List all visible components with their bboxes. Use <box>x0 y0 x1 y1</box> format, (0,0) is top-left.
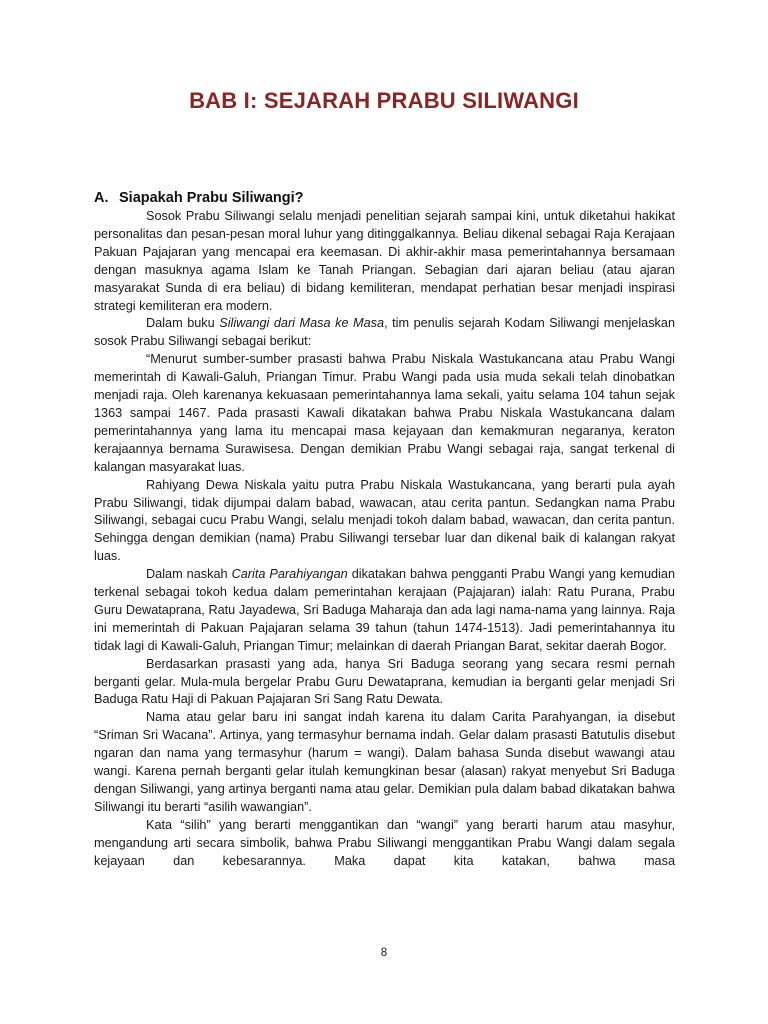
paragraph-5-text-start: Dalam naskah <box>146 567 232 582</box>
manuscript-title: Carita Parahiyangan <box>231 567 348 582</box>
section-heading <box>94 190 304 206</box>
section-title: Siapakah Prabu Siliwangi? <box>119 190 304 206</box>
page-number: 8 <box>380 947 388 959</box>
paragraph-4: Rahiyang Dewa Niskala yaitu putra Prabu Niskala Wastukancana, yang berarti pula ayah Prabu Siliwangi, tidak dijumpai dalam babad, wawacan, atau cerita pantun. Sedangkan nama Prabu Siliwangi, sebagai cucu Prabu Wangi, selalu menjadi tokoh dalam babad, wawacan, dan cerita pantun. Sehingga dengan demikian (nama) Prabu Siliwangi tersebar luar dan dikenal baik di kalangan rakyat luas. <box>94 477 675 564</box>
paragraph-5 <box>94 566 675 656</box>
paragraph-5-text-end: dikatakan bahwa pengganti Prabu Wangi yang kemudian terkenal sebagai tokoh kedua dalam pemerintahan kerajaan (Pajajaran) ialah: Ratu Purana, Prabu Guru Dewataprana, Ratu Jayadewa, Sri Baduga Maharaja dan ada lagi nama-nama yang lainnya. Raja ini memerintah di Pakuan Pajajaran selama 39 tahun (tahun 1474-1513). Jadi pemerintahannya itu tidak lagi di Kawali-Galuh, Priangan Timur; melainkan di daerah Priangan Barat, sekitar daerah Bogor. <box>94 567 676 653</box>
paragraph-1: Sosok Prabu Siliwangi selalu menjadi penelitian sejarah sampai kini, untuk diketahui hakikat personalitas dan pesan-pesan moral luhur yang ditinggalkannya. Beliau dikenal sebagai Raja Kerajaan Pakuan Pajajaran yang mencapai era keemasan. Di akhir-akhir masa pemerintahannya bersamaan dengan masuknya agama Islam ke Tanah Priangan. Sebagian dari ajaran beliau (atau ajaran masyarakat Sunda di era beliau) di bidang kemiliteran, mendapat perhatian besar menjadi inspirasi strategi kemiliteran era modern. <box>94 209 675 313</box>
paragraph-6: Berdasarkan prasasti yang ada, hanya Sri Baduga seorang yang secara resmi pernah berganti gelar. Mula-mula bergelar Prabu Guru Dewataprana, kemudian ia berganti gelar menjadi Sri Baduga Ratu Haji di Pakuan Pajajaran Sri Sang Ratu Dewata. <box>94 656 675 707</box>
paragraph-7: Nama atau gelar baru ini sangat indah karena itu dalam Carita Parahyangan, ia disebut “Sriman Sri Wacana”. Artinya, yang termasyhur bernama indah. Gelar dalam prasasti Batutulis disebut ngaran dan nama yang termasyhur (harum = wangi). Dalam bahasa Sunda disebut wawangi atau wangi. Karena pernah berganti gelar itulah kemungkinan besar (alasan) rakyat menyebut Sri Baduga dengan Siliwangi, yang artinya berganti nama atau gelar. Demikian pula dalam babad dikatakan bahwa Siliwangi itu berarti “asilih wawangian”. <box>94 710 675 814</box>
paragraph-8: Kata “silih” yang berarti menggantikan dan “wangi” yang berarti harum atau masyhur, mengandung arti secara simbolik, bahwa Prabu Siliwangi menggantikan Prabu Wangi dalam segala kejayaan dan kebesarannya. Maka dapat kita katakan, bahwa masa <box>94 817 675 868</box>
book-title: Siliwangi dari Masa ke Masa <box>219 316 385 331</box>
paragraph-2-text-end: , tim penulis sejarah Kodam Siliwangi menjelaskan sosok Prabu Siliwangi sebagai berikut: <box>94 316 676 349</box>
section-letter: A. <box>94 190 109 206</box>
paragraph-3-quote: “Menurut sumber-sumber prasasti bahwa Prabu Niskala Wastukancana atau Prabu Wangi memerintah di Kawali-Galuh, Priangan Timur. Prabu Wangi pada usia muda sekali telah dinobatkan menjadi raja. Oleh karenanya kekuasaan pemerintahannya lama sekali, yaitu selama 104 tahun sejak 1363 sampai 1467. Pada prasasti Kawali dikatakan bahwa Prabu Niskala Wastukancana dalam pemerintahannya yang lama itu mencapai masa kejayaan dan kemakmuran negaranya, keraton kerajaannya bernama Surawisesa. Dengan demikian Prabu Wangi sebagai raja, sangat terkenal di kalangan masyarakat luas. <box>94 352 675 474</box>
body-text <box>94 208 675 871</box>
paragraph-2 <box>94 315 675 351</box>
chapter-title: BAB I: SEJARAH PRABU SILIWANGI <box>189 88 579 113</box>
paragraph-2-text-start: Dalam buku <box>146 316 220 331</box>
